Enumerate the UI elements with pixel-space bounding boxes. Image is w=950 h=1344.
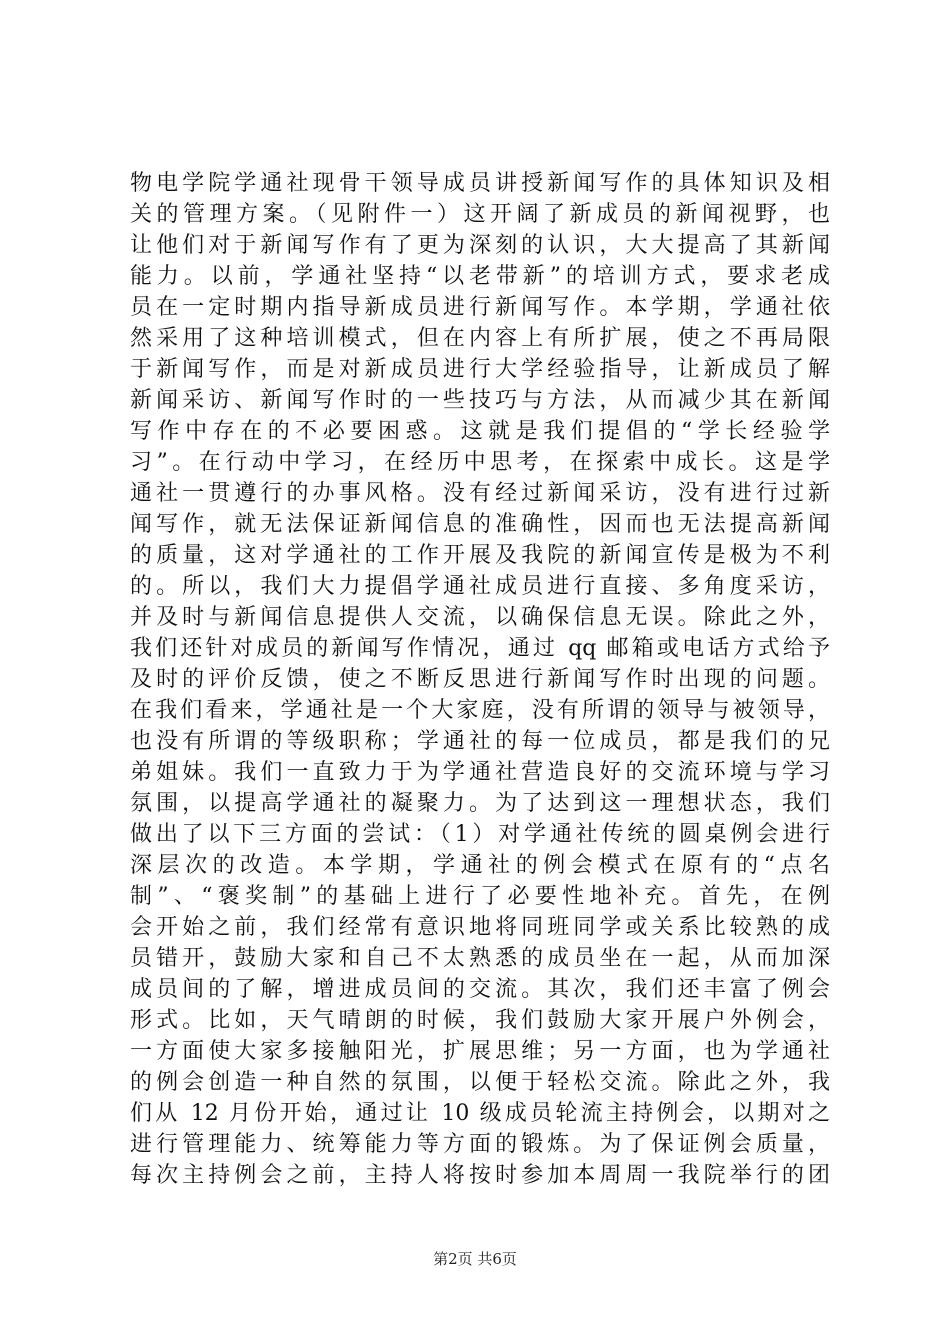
body-text bbox=[130, 168, 830, 1191]
text-line: 闻写作，就无法保证新闻信息的准确性，因而也无法提高新闻 bbox=[130, 512, 830, 537]
text-line: 于新闻写作，而是对新成员进行大学经验指导，让新成员了解 bbox=[130, 357, 830, 382]
text-line: 形式。比如，天气晴朗的时候，我们鼓励大家开展户外例会， bbox=[130, 1008, 830, 1033]
text-line: 在我们看来，学通社是一个大家庭，没有所谓的领导与被领导， bbox=[130, 698, 830, 723]
text-line: 关的管理方案。（见附件一）这开阔了新成员的新闻视野，也 bbox=[130, 202, 830, 227]
text-line: 氛围，以提高学通社的凝聚力。为了达到这一理想状态，我们 bbox=[130, 791, 830, 816]
text-line: 深层次的改造。本学期，学通社的例会模式在原有的“点名 bbox=[130, 853, 830, 878]
text-line: 弟姐妹。我们一直致力于为学通社营造良好的交流环境与学习 bbox=[130, 760, 830, 785]
text-line: 我们还针对成员的新闻写作情况，通过 qq 邮箱或电话方式给予 bbox=[130, 636, 830, 661]
text-line: 能力。以前，学通社坚持“以老带新”的培训方式，要求老成 bbox=[130, 264, 830, 289]
text-line: 让他们对于新闻写作有了更为深刻的认识，大大提高了其新闻 bbox=[130, 233, 830, 258]
text-line: 进行管理能力、统筹能力等方面的锻炼。为了保证例会质量， bbox=[130, 1132, 830, 1157]
text-line: 一方面使大家多接触阳光，扩展思维；另一方面，也为学通社 bbox=[130, 1039, 830, 1064]
text-line: 每次主持例会之前，主持人将按时参加本周周一我院举行的团 bbox=[130, 1163, 830, 1188]
text-line: 成员间的了解，增进成员间的交流。其次，我们还丰富了例会 bbox=[130, 977, 830, 1002]
page-number: 第2页 共6页 bbox=[433, 1250, 517, 1268]
text-line: 并及时与新闻信息提供人交流，以确保信息无误。除此之外， bbox=[130, 605, 830, 630]
text-line: 制”、“褒奖制”的基础上进行了必要性地补充。首先，在例 bbox=[130, 884, 830, 909]
text-line: 做出了以下三方面的尝试：（1）对学通社传统的圆桌例会进行 bbox=[130, 822, 830, 847]
text-line: 的质量，这对学通社的工作开展及我院的新闻宣传是极为不利 bbox=[130, 543, 830, 568]
page-footer bbox=[0, 1249, 950, 1269]
text-line: 通社一贯遵行的办事风格。没有经过新闻采访，没有进行过新 bbox=[130, 481, 830, 506]
text-line: 及时的评价反馈，使之不断反思进行新闻写作时出现的问题。 bbox=[130, 667, 830, 692]
text-line: 的。所以，我们大力提倡学通社成员进行直接、多角度采访， bbox=[130, 574, 830, 599]
text-line: 员在一定时期内指导新成员进行新闻写作。本学期，学通社依 bbox=[130, 295, 830, 320]
text-line: 习”。在行动中学习，在经历中思考，在探索中成长。这是学 bbox=[130, 450, 830, 475]
text-line: 然采用了这种培训模式，但在内容上有所扩展，使之不再局限 bbox=[130, 326, 830, 351]
text-line: 写作中存在的不必要困惑。这就是我们提倡的“学长经验学 bbox=[130, 419, 830, 444]
text-line: 会开始之前，我们经常有意识地将同班同学或关系比较熟的成 bbox=[130, 915, 830, 940]
text-line: 也没有所谓的等级职称；学通社的每一位成员，都是我们的兄 bbox=[130, 729, 830, 754]
text-line: 的例会创造一种自然的氛围，以便于轻松交流。除此之外，我 bbox=[130, 1070, 830, 1095]
text-line: 员错开，鼓励大家和自己不太熟悉的成员坐在一起，从而加深 bbox=[130, 946, 830, 971]
text-line: 新闻采访、新闻写作时的一些技巧与方法，从而减少其在新闻 bbox=[130, 388, 830, 413]
text-line: 物电学院学通社现骨干领导成员讲授新闻写作的具体知识及相 bbox=[130, 171, 830, 196]
text-line: 们从 12 月份开始，通过让 10 级成员轮流主持例会，以期对之 bbox=[130, 1101, 830, 1126]
